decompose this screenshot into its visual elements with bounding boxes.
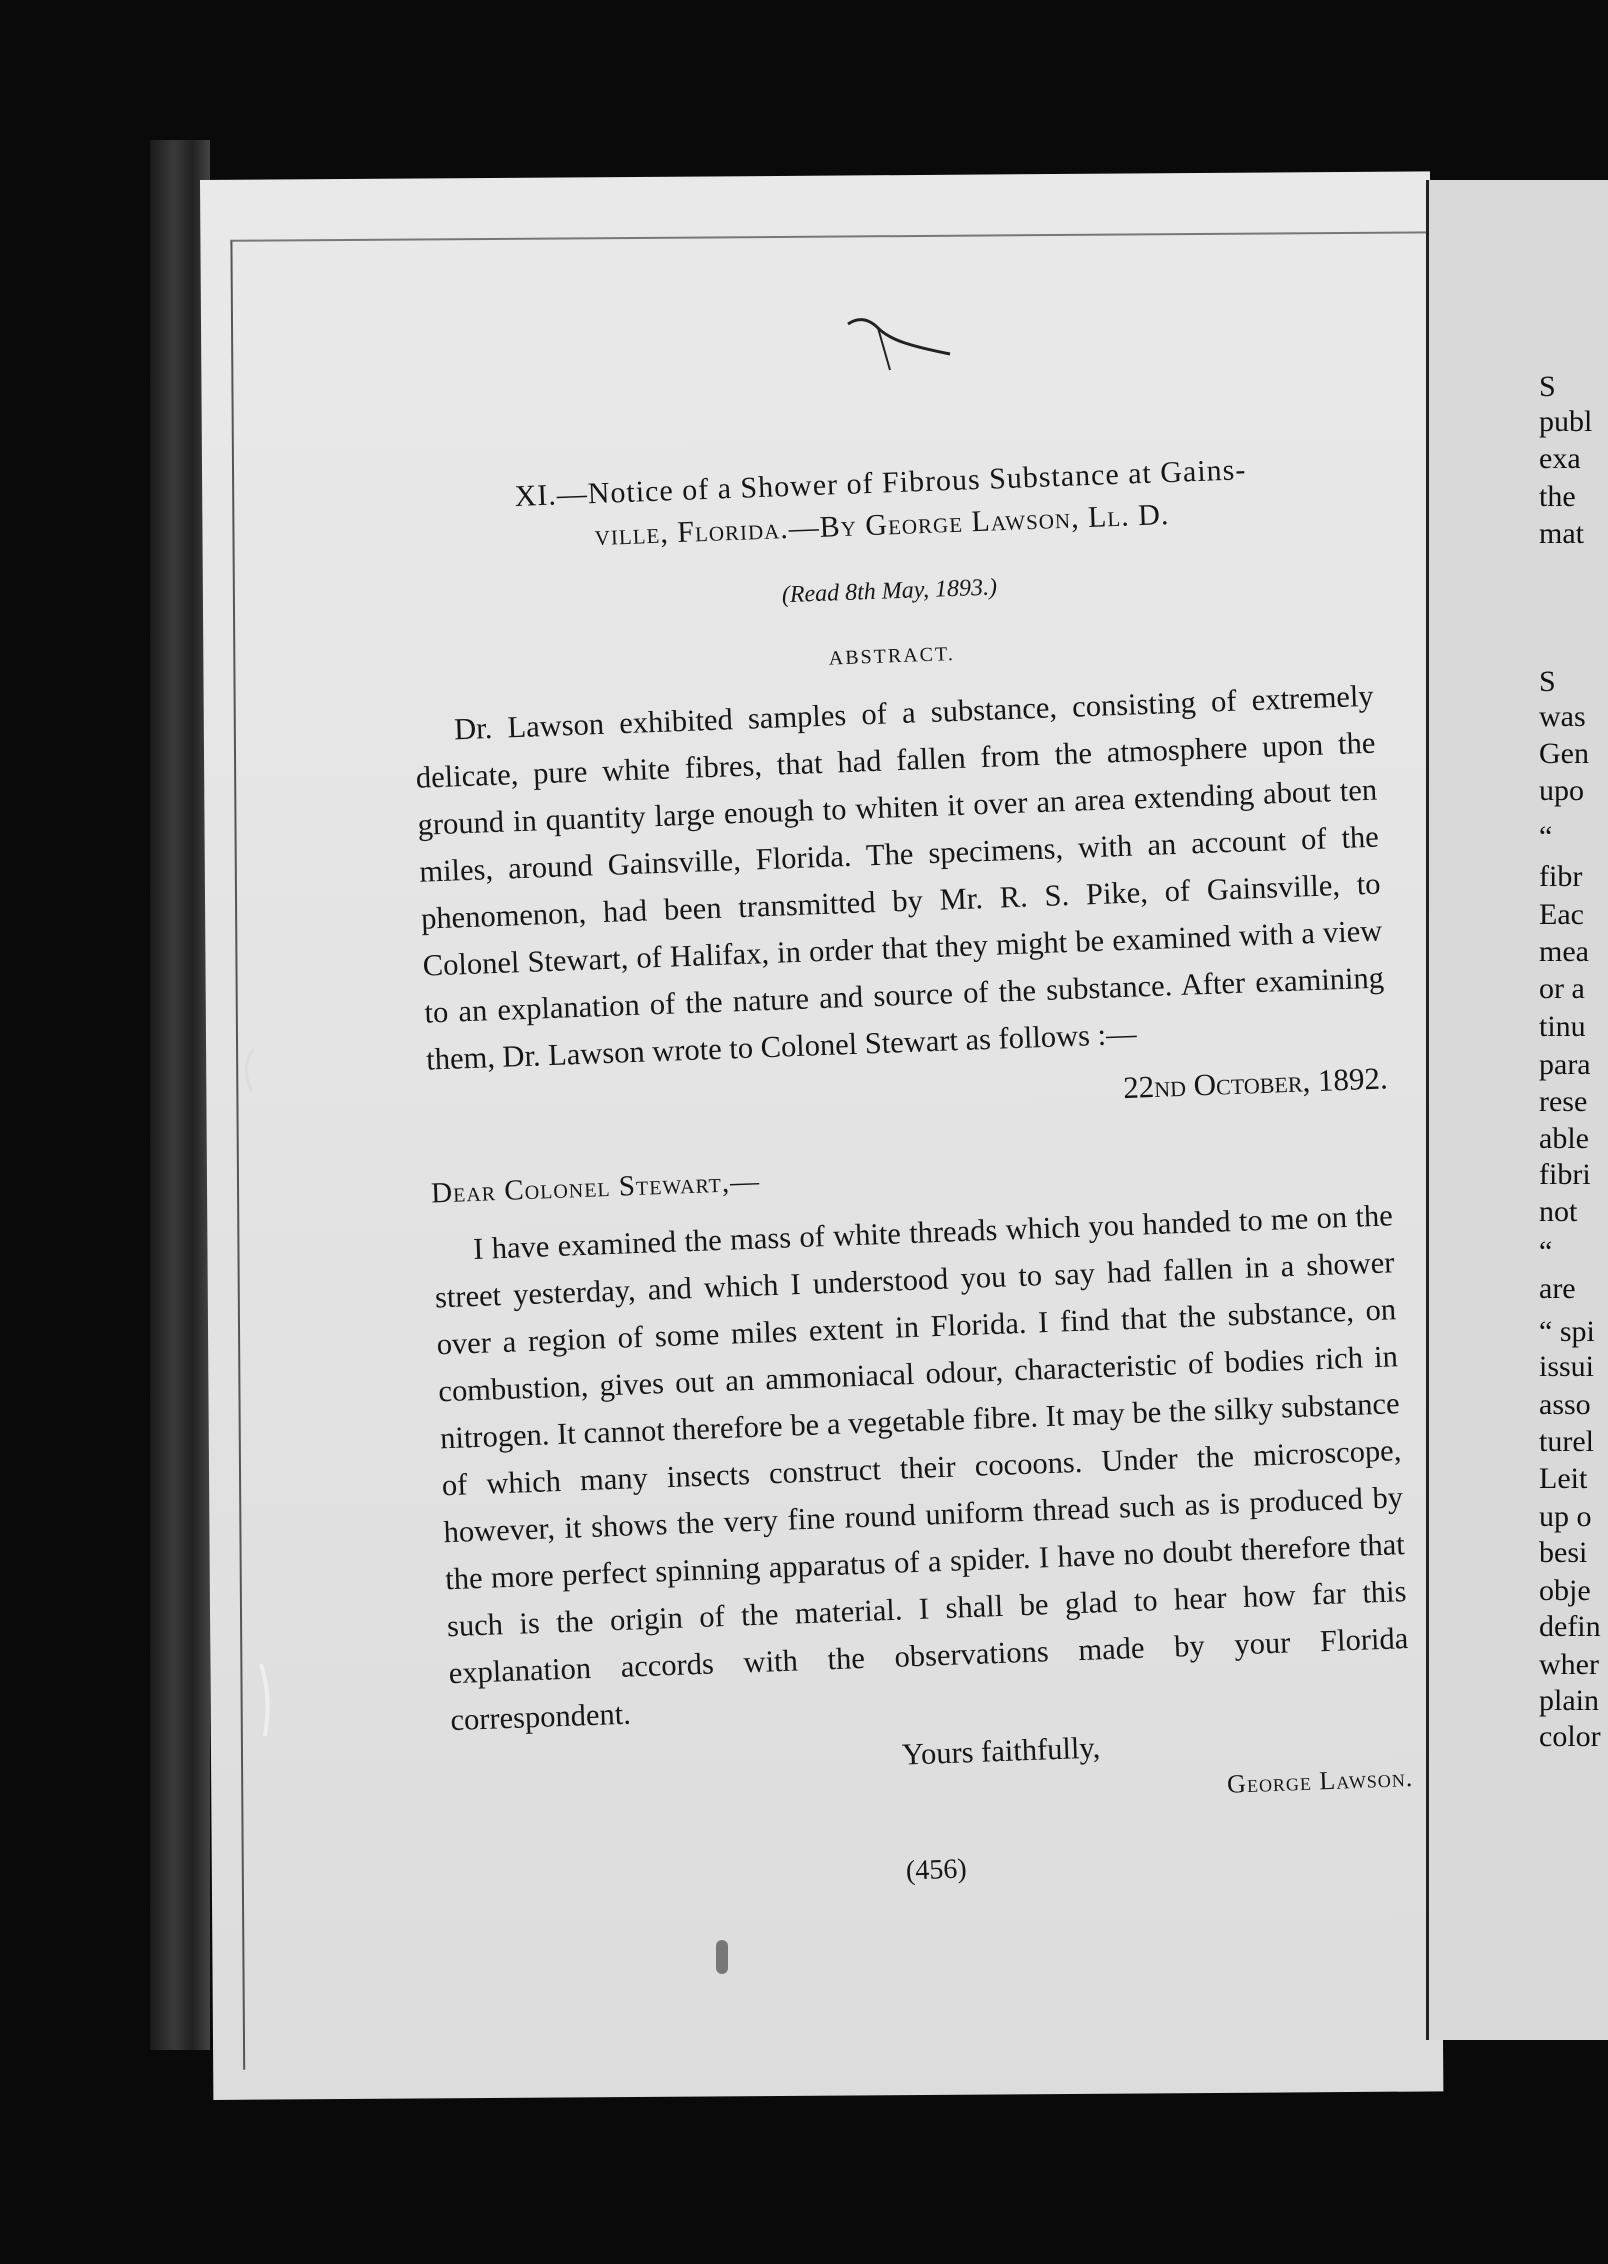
letter-date: 22nd October, 1892. (1122, 1060, 1389, 1106)
adjacent-page-fragment: Gen (1539, 737, 1589, 770)
adjacent-page (1426, 180, 1608, 2040)
adjacent-page-fragment: or a (1539, 972, 1585, 1005)
adjacent-page-fragment: the (1539, 480, 1576, 513)
adjacent-page-fragment: tinu (1539, 1010, 1586, 1043)
adjacent-page-fragment: obje (1539, 1574, 1591, 1607)
adjacent-page-fragment: able (1539, 1122, 1589, 1155)
adjacent-page-fragment: defin (1539, 1610, 1601, 1643)
adjacent-page-fragment: fibr (1539, 860, 1583, 893)
adjacent-page-fragment: “ (1539, 1235, 1553, 1268)
adjacent-page-fragment: wher (1539, 1648, 1599, 1681)
adjacent-page-fragment: Eac (1539, 898, 1584, 931)
adjacent-page-fragment: not (1539, 1195, 1578, 1228)
abstract-heading: ABSTRACT. (828, 642, 956, 670)
adjacent-page-fragment: para (1539, 1048, 1591, 1081)
adjacent-page-fragment: was (1539, 700, 1586, 733)
adjacent-page-fragment: S (1539, 665, 1556, 698)
adjacent-page-fragment: plain (1539, 1684, 1599, 1717)
adjacent-page-fragment: mat (1539, 517, 1584, 550)
adjacent-page-fragment: are (1539, 1272, 1576, 1305)
adjacent-page-fragment: S (1539, 370, 1556, 403)
adjacent-page-fragment: “ (1539, 820, 1553, 853)
adjacent-page-fragment: fibri (1539, 1158, 1591, 1191)
letter-salutation: Dear Colonel Stewart,— (430, 1165, 761, 1210)
adjacent-page-fragment: asso (1539, 1388, 1591, 1421)
adjacent-page-fragment: up o (1539, 1500, 1592, 1533)
abstract-paragraph: Dr. Lawson exhibited samples of a substance, consisting of extremely delicate, pure white fibres, that had fallen from the atmosphere upon the ground in quantity large enough to whiten it over an area extending about ten miles, around Gainsville, Florida. The specimens, with an account of the phenomenon, had been transmitted by Mr. R. S. Pike, of Gainsville, to Colonel Stewart, of Halifax, in order that they might be examined with a view to an explanation of the nature and source of the substance. After examining them, Dr. Lawson wrote to Colonel Stewart as follows :— (415, 678, 1385, 1077)
margin-mark (255, 1660, 275, 1740)
adjacent-page-fragment: turel (1539, 1425, 1594, 1458)
letter-body: I have examined the mass of white threads which you handed to me on the street yesterday, and which I understood you to say had fallen in a shower over a region of some miles extent in Florida. I find that the substance, on combustion, gives out an ammoniacal odour, characteristic of bodies rich in nitrogen. It cannot therefore be a vegetable fibre. It may be the silky substance of which many insects construct their cocoons. Under the microscope, however, it shows the very fine round uniform thread such as is produced by the more perfect spinning apparatus of a spider. I have no doubt therefore that such is the origin of the material. I shall be glad to hear how far this explanation accords with the observations made by your Florida correspondent. (434, 1198, 1409, 1738)
page-text (405, 445, 1417, 1911)
title-line-1: XI.—Notice of a Shower of Fibrous Substance at Gains- (514, 453, 1247, 513)
letter-signature: George Lawson. (1226, 1762, 1414, 1799)
page-number: (456) (905, 1853, 968, 1887)
adjacent-page-fragment: “ spi (1539, 1315, 1595, 1348)
ink-squiggle-mark (840, 310, 960, 390)
adjacent-page-fragment: rese (1539, 1085, 1588, 1118)
ink-speck (716, 1940, 728, 1974)
adjacent-page-fragment: publ (1539, 405, 1593, 438)
title-line-2: ville, Florida.—By George Lawson, Ll. D. (594, 498, 1170, 553)
adjacent-page-fragment: upo (1539, 774, 1584, 807)
adjacent-page-fragment: issui (1539, 1350, 1595, 1383)
adjacent-page-fragment: exa (1539, 442, 1581, 475)
adjacent-page-fragment: besi (1539, 1536, 1588, 1569)
adjacent-page-fragment: Leit (1539, 1462, 1588, 1495)
letter-closing: Yours faithfully, (901, 1730, 1101, 1772)
adjacent-page-fragment: color (1539, 1720, 1601, 1753)
adjacent-page-fragment: mea (1539, 935, 1589, 968)
read-date-note: (Read 8th May, 1893.) (781, 574, 998, 609)
margin-mark (240, 1045, 260, 1095)
